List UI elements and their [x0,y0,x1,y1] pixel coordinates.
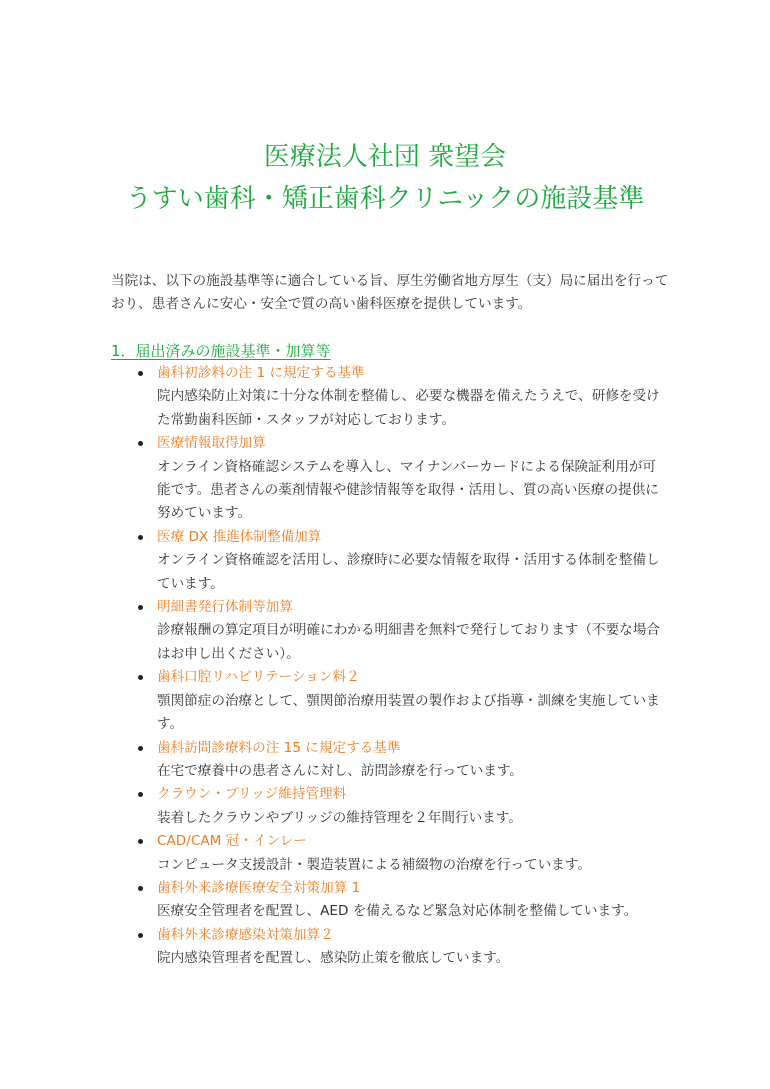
bullet-icon [138,746,143,751]
item-description-line: た常勤歯科医師・スタッフが対応しております。 [157,411,455,428]
item-description-line: 院内感染管理者を配置し、感染防止策を徹底しています。 [157,950,510,967]
item-title: 歯科初診料の注 1 に規定する基準 [157,365,365,381]
intro-line: 当院は、以下の施設基準等に適合している旨、厚生労働省地方厚生（支）局に届出を行って [111,273,669,289]
item-description-line: オンライン資格確認を活用し、診療時に必要な情報を取得・活用する体制を整備し [157,552,660,569]
item-description-line: 医療安全管理者を配置し、AED を備えるなど緊急対応体制を整備しています。 [157,903,638,920]
bullet-icon [138,605,143,610]
item-description-line: コンピュータ支援設計・製造装置による補綴物の治療を行っています。 [157,856,591,873]
page-title-organization: 医療法人社団 衆望会 [263,142,507,172]
list-item [138,362,660,432]
item-description-line: す。 [157,716,184,733]
item-title: CAD/CAM 冠・インレー [157,833,307,850]
item-description-line: 努めています。 [157,505,252,522]
item-description-line: 顎関節症の治療として、顎関節治療用装置の製作および指導・訓練を実施していま [157,692,660,709]
item-title: 明細書発行体制等加算 [157,599,293,616]
item-title: 歯科口腔リハビリテーション料２ [157,669,360,686]
item-description-line: 在宅で療養中の患者さんに対し、訪問診療を行っています。 [157,762,523,779]
item-title: 医療情報取得加算 [157,435,266,452]
list-item [138,526,660,596]
section-heading: 1．届出済みの施設基準・加算等 [111,342,331,360]
list-item [138,783,660,830]
bullet-icon [138,839,143,844]
bullet-icon [138,675,143,680]
list-item [138,596,660,666]
list-item [138,666,660,736]
bullet-icon [138,886,143,891]
item-description-line: オンライン資格確認システムを導入し、マイナンバーカードによる保険証利用が可 [157,458,657,475]
item-description-line: 院内感染防止対策に十分な体制を整備し、必要な機器を備えたうえで、研修を受け [157,388,660,405]
bullet-icon [138,371,143,376]
page-title-clinic: うすい歯科・矯正歯科クリニックの施設基準 [125,184,645,214]
item-title: 歯科訪問診療料の注 15 に規定する基準 [157,739,401,756]
item-description-line: 診療報酬の算定項目が明確にわかる明細書を無料で発行しております（不要な場合 [157,622,660,639]
list-item [138,924,660,971]
bullet-icon [138,792,143,797]
bullet-icon [138,933,143,938]
item-description-line: 装着したクラウンやブリッジの維持管理を２年間行います。 [157,809,522,826]
bullet-icon [138,535,143,540]
item-title: 医療 DX 推進体制整備加算 [157,528,322,545]
list-item [138,432,660,526]
list-item [138,830,660,877]
item-description-line: はお申し出ください）。 [157,645,300,662]
item-title: 歯科外来診療感染対策加算２ [157,926,334,943]
item-title: 歯科外来診療医療安全対策加算 1 [157,879,361,896]
list-item [138,737,660,784]
item-description-line: ています。 [157,575,224,592]
intro-line: おり、患者さんに安心・安全で質の高い歯科医療を提供しています。 [111,296,532,313]
item-description-line: 能です。患者さんの薬剤情報や健診情報等を取得・活用し、質の高い医療の提供に [157,482,659,499]
bullet-icon [138,441,143,446]
intro-paragraph [111,270,668,317]
list-item [138,877,660,924]
item-title: クラウン・ブリッジ維持管理料 [157,786,347,803]
facility-standards-list [138,362,660,971]
